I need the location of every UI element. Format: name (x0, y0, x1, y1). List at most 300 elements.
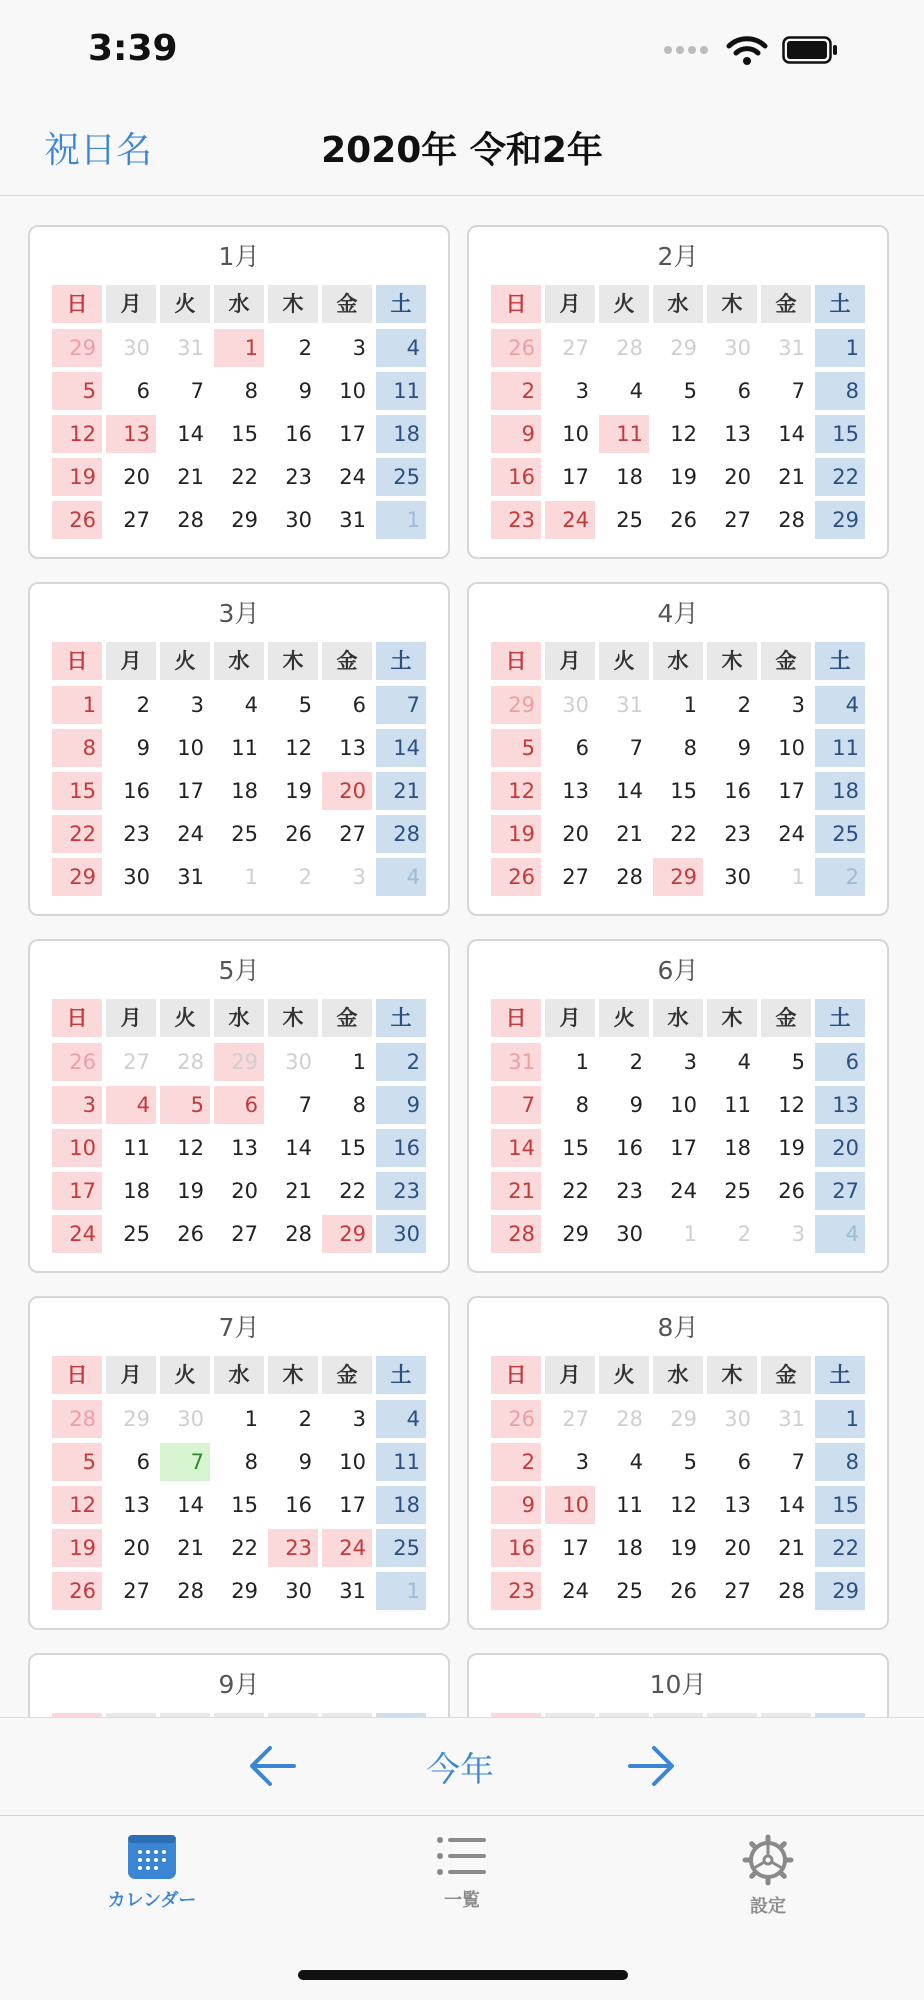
calendar-day[interactable]: 26 (52, 501, 102, 539)
calendar-day[interactable]: 8 (352, 1093, 366, 1117)
calendar-day[interactable]: 26 (491, 329, 541, 367)
calendar-day[interactable]: 31 (491, 1043, 541, 1081)
calendar-day[interactable]: 15 (815, 415, 865, 453)
calendar-day[interactable]: 1 (575, 1050, 589, 1074)
calendar-day[interactable]: 13 (815, 1086, 865, 1124)
calendar-day[interactable]: 2 (298, 336, 312, 360)
calendar-day[interactable]: 1 (683, 693, 697, 717)
calendar-day[interactable]: 9 (737, 736, 751, 760)
calendar-day[interactable]: 17 (52, 1172, 102, 1210)
calendar-day[interactable]: 8 (244, 379, 258, 403)
calendar-day[interactable]: 10 (52, 1129, 102, 1167)
calendar-day[interactable]: 31 (778, 1407, 805, 1431)
calendar-day[interactable]: 22 (231, 1536, 258, 1560)
weekday-header: 金 (322, 999, 372, 1037)
calendar-day[interactable]: 3 (190, 693, 204, 717)
calendar-day[interactable]: 10 (545, 1486, 595, 1524)
calendar-day[interactable]: 28 (177, 508, 204, 532)
calendar-day[interactable]: 29 (491, 686, 541, 724)
calendar-day[interactable]: 11 (376, 1443, 426, 1481)
calendar-day[interactable]: 30 (123, 336, 150, 360)
calendar-day[interactable]: 3 (575, 1450, 589, 1474)
calendar-day[interactable]: 6 (136, 379, 150, 403)
calendar-day[interactable]: 16 (616, 1136, 643, 1160)
calendar-day[interactable]: 4 (629, 379, 643, 403)
calendar-day[interactable]: 20 (231, 1179, 258, 1203)
calendar-day[interactable]: 27 (231, 1222, 258, 1246)
calendar-day[interactable]: 18 (616, 1536, 643, 1560)
calendar-day[interactable]: 11 (724, 1093, 751, 1117)
calendar-day[interactable]: 16 (123, 779, 150, 803)
calendar-day[interactable]: 17 (670, 1136, 697, 1160)
calendar-day[interactable]: 28 (52, 1400, 102, 1438)
calendar-day[interactable]: 31 (177, 865, 204, 889)
calendar-day[interactable]: 28 (616, 865, 643, 889)
calendar-day[interactable]: 5 (52, 1443, 102, 1481)
calendar-day[interactable]: 24 (52, 1215, 102, 1253)
calendar-day[interactable]: 29 (231, 1579, 258, 1603)
calendar-day[interactable]: 5 (52, 372, 102, 410)
calendar-day[interactable]: 30 (285, 508, 312, 532)
calendar-day[interactable]: 30 (123, 865, 150, 889)
calendar-day[interactable]: 20 (123, 1536, 150, 1560)
calendar-day[interactable]: 29 (52, 329, 102, 367)
calendar-day[interactable]: 24 (778, 822, 805, 846)
calendar-day[interactable]: 31 (177, 336, 204, 360)
calendar-day[interactable]: 7 (791, 379, 805, 403)
calendar-day[interactable]: 10 (778, 736, 805, 760)
calendar-day[interactable]: 10 (339, 1450, 366, 1474)
calendar-day[interactable]: 14 (285, 1136, 312, 1160)
calendar-day[interactable]: 28 (616, 336, 643, 360)
calendar-day[interactable]: 29 (670, 1407, 697, 1431)
calendar-day[interactable]: 2 (491, 1443, 541, 1481)
calendar-day[interactable]: 2 (737, 693, 751, 717)
calendar-day[interactable]: 12 (778, 1093, 805, 1117)
calendar-day[interactable]: 15 (231, 422, 258, 446)
calendar-day[interactable]: 29 (123, 1407, 150, 1431)
calendar-day[interactable]: 14 (177, 422, 204, 446)
calendar-day[interactable]: 30 (376, 1215, 426, 1253)
calendar-day[interactable]: 4 (815, 686, 865, 724)
calendar-day[interactable]: 12 (670, 422, 697, 446)
weekday-header: 金 (761, 285, 811, 323)
calendar-day[interactable]: 17 (778, 779, 805, 803)
calendar-day[interactable]: 26 (52, 1572, 102, 1610)
calendar-day[interactable]: 27 (339, 822, 366, 846)
calendar-day[interactable]: 28 (616, 1407, 643, 1431)
calendar-day[interactable]: 8 (815, 1443, 865, 1481)
calendar-day[interactable]: 11 (599, 415, 649, 453)
calendar-day[interactable]: 3 (791, 693, 805, 717)
calendar-day[interactable]: 11 (231, 736, 258, 760)
calendar-day[interactable]: 10 (177, 736, 204, 760)
calendar-day[interactable]: 2 (815, 858, 865, 896)
calendar-day[interactable]: 27 (123, 508, 150, 532)
calendar-day[interactable]: 24 (670, 1179, 697, 1203)
calendar-day[interactable]: 28 (177, 1579, 204, 1603)
calendar-day[interactable]: 15 (562, 1136, 589, 1160)
calendar-day[interactable]: 29 (670, 336, 697, 360)
calendar-day[interactable]: 4 (376, 329, 426, 367)
calendar-day[interactable]: 1 (352, 1050, 366, 1074)
calendar-day[interactable]: 17 (339, 1493, 366, 1517)
arrow-left-icon[interactable] (246, 1738, 300, 1794)
month-card[interactable] (467, 939, 889, 1273)
calendar-day[interactable]: 2 (491, 372, 541, 410)
calendar-day[interactable]: 8 (815, 372, 865, 410)
calendar-day[interactable]: 6 (737, 1450, 751, 1474)
calendar-day[interactable]: 24 (545, 501, 595, 539)
calendar-day[interactable]: 14 (616, 779, 643, 803)
calendar-day[interactable]: 30 (285, 1050, 312, 1074)
calendar-day[interactable]: 18 (724, 1136, 751, 1160)
calendar-day[interactable]: 24 (322, 1529, 372, 1567)
calendar-day[interactable]: 8 (683, 736, 697, 760)
calendar-day[interactable]: 7 (491, 1086, 541, 1124)
calendar-day[interactable]: 29 (653, 858, 703, 896)
calendar-day[interactable]: 10 (670, 1093, 697, 1117)
calendar-day[interactable]: 28 (778, 508, 805, 532)
calendar-day[interactable]: 4 (737, 1050, 751, 1074)
month-card[interactable] (28, 582, 450, 916)
calendar-day[interactable]: 9 (629, 1093, 643, 1117)
calendar-day[interactable]: 29 (214, 1043, 264, 1081)
calendar-day[interactable]: 2 (298, 865, 312, 889)
tab-list[interactable] (362, 1834, 562, 1934)
calendar-day[interactable]: 18 (815, 772, 865, 810)
calendar-day[interactable]: 13 (231, 1136, 258, 1160)
calendar-day[interactable]: 22 (815, 1529, 865, 1567)
calendar-day[interactable]: 5 (683, 1450, 697, 1474)
calendar-day[interactable]: 15 (670, 779, 697, 803)
calendar-day[interactable]: 22 (670, 822, 697, 846)
calendar-day[interactable]: 28 (285, 1222, 312, 1246)
calendar-day[interactable]: 16 (285, 1493, 312, 1517)
calendar-day[interactable]: 18 (231, 779, 258, 803)
calendar-day[interactable]: 26 (285, 822, 312, 846)
calendar-day[interactable]: 15 (52, 772, 102, 810)
calendar-day[interactable]: 30 (724, 1407, 751, 1431)
calendar-day[interactable]: 16 (724, 779, 751, 803)
calendar-day[interactable]: 1 (214, 329, 264, 367)
calendar-day[interactable]: 19 (52, 1529, 102, 1567)
calendar-day[interactable]: 23 (491, 1572, 541, 1610)
calendar-day[interactable]: 29 (815, 501, 865, 539)
calendar-day[interactable]: 26 (52, 1043, 102, 1081)
calendar-day[interactable]: 14 (491, 1129, 541, 1167)
calendar-day[interactable]: 6 (214, 1086, 264, 1124)
calendar-day[interactable]: 2 (136, 693, 150, 717)
calendar-day[interactable]: 12 (177, 1136, 204, 1160)
calendar-day[interactable]: 25 (616, 1579, 643, 1603)
calendar-day[interactable]: 6 (815, 1043, 865, 1081)
calendar-day[interactable]: 5 (683, 379, 697, 403)
calendar-day[interactable]: 27 (562, 865, 589, 889)
calendar-day[interactable]: 8 (575, 1093, 589, 1117)
calendar-day[interactable]: 11 (815, 729, 865, 767)
calendar-day[interactable]: 14 (778, 1493, 805, 1517)
calendar-day[interactable]: 20 (724, 465, 751, 489)
calendar-day[interactable]: 6 (737, 379, 751, 403)
calendar-day[interactable]: 20 (815, 1129, 865, 1167)
calendar-day[interactable]: 2 (629, 1050, 643, 1074)
calendar-day[interactable]: 5 (491, 729, 541, 767)
calendar-day[interactable]: 29 (562, 1222, 589, 1246)
calendar-day[interactable]: 1 (244, 865, 258, 889)
calendar-day[interactable]: 21 (778, 465, 805, 489)
calendar-day[interactable]: 9 (491, 415, 541, 453)
calendar-day[interactable]: 7 (298, 1093, 312, 1117)
calendar-day[interactable]: 19 (52, 458, 102, 496)
calendar-day[interactable]: 26 (491, 858, 541, 896)
calendar-day[interactable]: 26 (491, 1400, 541, 1438)
calendar-day[interactable]: 4 (376, 1400, 426, 1438)
calendar-day[interactable]: 2 (298, 1407, 312, 1431)
calendar-day[interactable]: 27 (724, 1579, 751, 1603)
calendar-day[interactable]: 9 (298, 1450, 312, 1474)
calendar-day[interactable]: 25 (123, 1222, 150, 1246)
calendar-day[interactable]: 31 (616, 693, 643, 717)
calendar-day[interactable]: 22 (562, 1179, 589, 1203)
calendar-day[interactable]: 7 (376, 686, 426, 724)
calendar-day[interactable]: 13 (724, 422, 751, 446)
calendar-day[interactable]: 25 (376, 458, 426, 496)
calendar-day[interactable]: 13 (106, 415, 156, 453)
calendar-day[interactable]: 31 (778, 336, 805, 360)
calendar-day[interactable]: 27 (123, 1579, 150, 1603)
calendar-day[interactable]: 2 (737, 1222, 751, 1246)
calendar-day[interactable]: 10 (339, 379, 366, 403)
calendar-day[interactable]: 19 (670, 465, 697, 489)
calendar-day[interactable]: 1 (244, 1407, 258, 1431)
calendar-day[interactable]: 28 (491, 1215, 541, 1253)
calendar-day[interactable]: 13 (123, 1493, 150, 1517)
month-card[interactable] (467, 225, 889, 559)
calendar-day[interactable]: 14 (376, 729, 426, 767)
calendar-day[interactable]: 28 (177, 1050, 204, 1074)
calendar-day[interactable]: 29 (231, 508, 258, 532)
calendar-day[interactable]: 4 (629, 1450, 643, 1474)
calendar-day[interactable]: 19 (285, 779, 312, 803)
month-card[interactable] (28, 939, 450, 1273)
calendar-day[interactable]: 12 (285, 736, 312, 760)
calendar-day[interactable]: 6 (352, 693, 366, 717)
tab-settings[interactable] (668, 1834, 868, 1934)
calendar-day[interactable]: 5 (160, 1086, 210, 1124)
calendar-day[interactable]: 1 (815, 329, 865, 367)
calendar-day[interactable]: 26 (177, 1222, 204, 1246)
calendar-day[interactable]: 5 (791, 1050, 805, 1074)
calendar-day[interactable]: 9 (298, 379, 312, 403)
calendar-day[interactable]: 8 (244, 1450, 258, 1474)
calendar-day[interactable]: 21 (491, 1172, 541, 1210)
calendar-day[interactable]: 14 (177, 1493, 204, 1517)
calendar-day[interactable]: 1 (376, 501, 426, 539)
calendar-day[interactable]: 9 (491, 1486, 541, 1524)
calendar-day[interactable]: 7 (629, 736, 643, 760)
calendar-day[interactable]: 31 (339, 508, 366, 532)
calendar-day[interactable]: 17 (177, 779, 204, 803)
calendar-day[interactable]: 1 (791, 865, 805, 889)
arrow-right-icon[interactable] (624, 1738, 678, 1794)
calendar-day[interactable]: 22 (339, 1179, 366, 1203)
calendar-day[interactable]: 21 (285, 1179, 312, 1203)
calendar-day[interactable]: 9 (136, 736, 150, 760)
calendar-day[interactable]: 12 (52, 1486, 102, 1524)
calendar-day[interactable]: 23 (616, 1179, 643, 1203)
calendar-day[interactable]: 4 (376, 858, 426, 896)
calendar-day[interactable]: 8 (52, 729, 102, 767)
calendar-day[interactable]: 12 (491, 772, 541, 810)
calendar-day[interactable]: 16 (491, 1529, 541, 1567)
calendar-day[interactable]: 16 (491, 458, 541, 496)
calendar-day[interactable]: 19 (491, 815, 541, 853)
calendar-day[interactable]: 6 (575, 736, 589, 760)
calendar-day[interactable]: 4 (244, 693, 258, 717)
calendar-day[interactable]: 30 (724, 865, 751, 889)
calendar-day[interactable]: 1 (376, 1572, 426, 1610)
calendar-day[interactable]: 27 (123, 1050, 150, 1074)
calendar-day[interactable]: 5 (298, 693, 312, 717)
calendar-day[interactable]: 18 (616, 465, 643, 489)
calendar-day[interactable]: 28 (778, 1579, 805, 1603)
weekday-header: 月 (106, 642, 156, 680)
calendar-day[interactable]: 18 (123, 1179, 150, 1203)
calendar-day[interactable]: 1 (52, 686, 102, 724)
calendar-day[interactable]: 19 (778, 1136, 805, 1160)
month-card[interactable] (467, 1296, 889, 1630)
calendar-day[interactable]: 23 (491, 501, 541, 539)
calendar-day[interactable]: 25 (815, 815, 865, 853)
calendar-day[interactable]: 13 (562, 779, 589, 803)
calendar-day[interactable]: 24 (339, 465, 366, 489)
weekday-header: 月 (545, 1356, 595, 1394)
calendar-day[interactable]: 25 (616, 508, 643, 532)
calendar-day[interactable]: 21 (616, 822, 643, 846)
calendar-day[interactable]: 6 (136, 1450, 150, 1474)
calendar-day[interactable]: 20 (322, 772, 372, 810)
calendar-day[interactable]: 23 (268, 1529, 318, 1567)
calendar-day[interactable]: 3 (352, 1407, 366, 1431)
calendar-day[interactable]: 26 (670, 1579, 697, 1603)
calendar-day[interactable]: 16 (285, 422, 312, 446)
calendar-day[interactable]: 21 (177, 1536, 204, 1560)
calendar-day[interactable]: 26 (778, 1179, 805, 1203)
calendar-day[interactable]: 13 (724, 1493, 751, 1517)
calendar-day[interactable]: 30 (724, 336, 751, 360)
calendar-day[interactable]: 7 (190, 379, 204, 403)
calendar-day[interactable]: 2 (376, 1043, 426, 1081)
calendar-day[interactable]: 3 (52, 1086, 102, 1124)
this-year-button[interactable]: 今年 (426, 1750, 494, 1790)
calendar-day[interactable]: 17 (562, 1536, 589, 1560)
calendar-day[interactable]: 4 (106, 1086, 156, 1124)
calendar-day[interactable]: 16 (376, 1129, 426, 1167)
calendar-day[interactable]: 29 (322, 1215, 372, 1253)
month-card[interactable] (28, 1296, 450, 1630)
calendar-day[interactable]: 3 (683, 1050, 697, 1074)
calendar-day[interactable]: 24 (562, 1579, 589, 1603)
calendar-day[interactable]: 20 (724, 1536, 751, 1560)
calendar-day[interactable]: 30 (177, 1407, 204, 1431)
calendar-day[interactable]: 10 (562, 422, 589, 446)
calendar-day[interactable]: 1 (683, 1222, 697, 1246)
calendar-day[interactable]: 27 (562, 1407, 589, 1431)
calendar-day[interactable]: 4 (815, 1215, 865, 1253)
calendar-day[interactable]: 1 (815, 1400, 865, 1438)
calendar-day[interactable]: 11 (123, 1136, 150, 1160)
calendar-day[interactable]: 12 (52, 415, 102, 453)
calendar-day[interactable]: 28 (376, 815, 426, 853)
calendar-day[interactable]: 11 (376, 372, 426, 410)
calendar-day[interactable]: 25 (724, 1179, 751, 1203)
calendar-day[interactable]: 12 (670, 1493, 697, 1517)
calendar-day[interactable]: 7 (160, 1443, 210, 1481)
calendar-scroll-area[interactable] (0, 197, 924, 1717)
calendar-day[interactable]: 17 (562, 465, 589, 489)
calendar-day[interactable]: 14 (778, 422, 805, 446)
calendar-day[interactable]: 21 (778, 1536, 805, 1560)
calendar-day[interactable]: 27 (815, 1172, 865, 1210)
calendar-day[interactable]: 23 (123, 822, 150, 846)
calendar-day[interactable]: 9 (376, 1086, 426, 1124)
calendar-day[interactable]: 24 (177, 822, 204, 846)
calendar-day[interactable]: 26 (670, 508, 697, 532)
calendar-day[interactable]: 21 (177, 465, 204, 489)
calendar-day[interactable]: 25 (231, 822, 258, 846)
calendar-day[interactable]: 13 (339, 736, 366, 760)
calendar-day[interactable]: 19 (670, 1536, 697, 1560)
calendar-day[interactable]: 22 (52, 815, 102, 853)
calendar-day[interactable]: 19 (177, 1179, 204, 1203)
month-card[interactable] (28, 225, 450, 559)
calendar-day[interactable]: 3 (575, 379, 589, 403)
month-card[interactable] (467, 582, 889, 916)
tab-calendar[interactable] (52, 1834, 252, 1934)
calendar-day[interactable]: 15 (815, 1486, 865, 1524)
calendar-day[interactable]: 31 (339, 1579, 366, 1603)
calendar-day[interactable]: 29 (815, 1572, 865, 1610)
calendar-day[interactable]: 11 (616, 1493, 643, 1517)
calendar-day[interactable]: 25 (376, 1529, 426, 1567)
calendar-day[interactable]: 3 (352, 865, 366, 889)
calendar-day[interactable]: 27 (724, 508, 751, 532)
calendar-day[interactable]: 23 (376, 1172, 426, 1210)
holiday-names-button[interactable]: 祝日名 (44, 130, 153, 171)
calendar-day[interactable]: 3 (352, 336, 366, 360)
calendar-day[interactable]: 18 (376, 415, 426, 453)
calendar-day[interactable]: 29 (52, 858, 102, 896)
calendar-day[interactable]: 23 (724, 822, 751, 846)
calendar-day[interactable]: 17 (339, 422, 366, 446)
calendar-day[interactable]: 18 (376, 1486, 426, 1524)
calendar-day[interactable]: 15 (231, 1493, 258, 1517)
calendar-day[interactable]: 30 (616, 1222, 643, 1246)
calendar-day[interactable]: 22 (815, 458, 865, 496)
calendar-day[interactable]: 22 (231, 465, 258, 489)
calendar-day[interactable]: 7 (791, 1450, 805, 1474)
calendar-day[interactable]: 20 (562, 822, 589, 846)
calendar-day[interactable]: 3 (791, 1222, 805, 1246)
calendar-day[interactable]: 15 (339, 1136, 366, 1160)
calendar-day[interactable]: 30 (285, 1579, 312, 1603)
calendar-day[interactable]: 30 (562, 693, 589, 717)
calendar-day[interactable]: 21 (376, 772, 426, 810)
calendar-day[interactable]: 27 (562, 336, 589, 360)
calendar-day[interactable]: 23 (285, 465, 312, 489)
calendar-day[interactable]: 20 (123, 465, 150, 489)
